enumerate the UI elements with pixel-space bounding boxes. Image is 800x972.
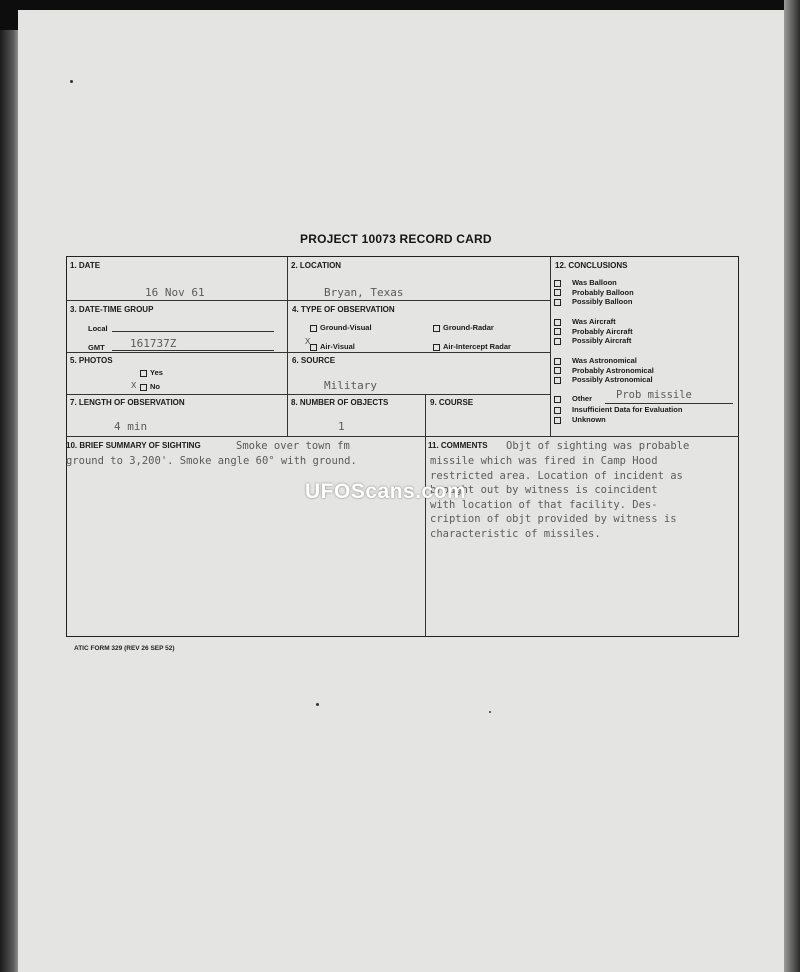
checkbox[interactable]	[554, 407, 561, 414]
checkbox[interactable]	[554, 319, 561, 326]
conclusion-item: Possibly Balloon	[554, 297, 632, 307]
photos-yes-option: Yes	[140, 368, 163, 377]
checkbox[interactable]	[554, 417, 561, 424]
comments-line-1: Objt of sighting was probable	[506, 440, 690, 452]
conclusion-item: Possibly Aircraft	[554, 336, 631, 346]
conclusion-item: Was Aircraft	[554, 317, 616, 327]
date-label: 1. DATE	[70, 261, 101, 270]
objects-value: 1	[338, 420, 345, 433]
speck	[316, 703, 319, 706]
comments-line: with location of that facility. Des-	[430, 498, 658, 511]
comments-line: characteristic of missiles.	[430, 527, 601, 540]
divider	[67, 352, 550, 353]
divider	[67, 300, 550, 301]
checkbox[interactable]	[554, 328, 561, 335]
divider	[425, 395, 426, 637]
checkbox[interactable]	[554, 289, 561, 296]
objects-label: 8. NUMBER OF OBJECTS	[291, 398, 389, 407]
checkbox[interactable]	[140, 370, 147, 377]
air-intercept-option: Air-Intercept Radar	[433, 342, 511, 351]
form-footer: ATIC FORM 329 (REV 26 SEP 52)	[74, 645, 175, 652]
speck	[70, 80, 73, 83]
divider	[67, 436, 739, 437]
checkbox[interactable]	[554, 358, 561, 365]
dtg-label: 3. DATE-TIME GROUP	[70, 305, 154, 314]
gmt-label: GMT	[88, 343, 105, 352]
course-label: 9. COURSE	[430, 398, 474, 407]
card-title: PROJECT 10073 RECORD CARD	[300, 232, 492, 246]
checkbox[interactable]	[433, 325, 440, 332]
summary-label: 10. BRIEF SUMMARY OF SIGHTING	[66, 441, 201, 450]
comments-line: missile which was fired in Camp Hood	[430, 455, 658, 467]
other-value: Prob missile	[616, 389, 692, 401]
conclusion-item: Was Balloon	[554, 278, 617, 288]
photos-no-option: No	[140, 382, 160, 391]
location-value: Bryan, Texas	[324, 286, 404, 299]
comments-line: restricted area. Location of incident as	[430, 469, 683, 482]
checkbox[interactable]	[554, 299, 561, 306]
air-visual-option: Air-Visual	[310, 342, 355, 351]
conclusion-item: Probably Aircraft	[554, 327, 633, 337]
film-edge-right	[784, 0, 800, 972]
comments-body	[430, 454, 683, 541]
checkbox[interactable]	[554, 280, 561, 287]
checkbox[interactable]	[310, 325, 317, 332]
conclusion-item: Probably Astronomical	[554, 366, 654, 376]
watermark: UFOScans.com	[305, 480, 467, 503]
conclusion-item: Possibly Astronomical	[554, 375, 653, 385]
divider	[287, 257, 288, 437]
divider	[67, 394, 550, 395]
conclusion-item: Was Astronomical	[554, 356, 637, 366]
other-line	[605, 403, 733, 404]
source-value: Military	[324, 379, 377, 392]
summary-line-1: Smoke over town fm	[236, 440, 350, 452]
checkbox[interactable]	[433, 344, 440, 351]
conclusion-other: Other	[554, 394, 592, 404]
gmt-value: 161737Z	[130, 337, 177, 350]
comments-line: cription of objt provided by witness is	[430, 513, 677, 525]
air-visual-check-mark: X	[305, 337, 311, 346]
ground-visual-option: Ground-Visual	[310, 323, 372, 332]
checkbox[interactable]	[554, 338, 561, 345]
conclusion-item: Insufficient Data for Evaluation	[554, 405, 682, 415]
location-label: 2. LOCATION	[291, 261, 342, 270]
date-value: 16 Nov 61	[145, 286, 205, 299]
local-line	[112, 331, 274, 332]
checkbox[interactable]	[554, 377, 561, 384]
conclusion-item: Probably Balloon	[554, 288, 634, 298]
local-label: Local	[88, 324, 108, 333]
checkbox[interactable]	[140, 384, 147, 391]
length-value: 4 min	[114, 420, 148, 433]
conclusion-item: Unknown	[554, 415, 606, 425]
gmt-line	[112, 350, 274, 351]
speck	[489, 711, 491, 713]
ground-radar-option: Ground-Radar	[433, 323, 494, 332]
type-label: 4. TYPE OF OBSERVATION	[292, 305, 395, 314]
conclusions-label: 12. CONCLUSIONS	[555, 261, 628, 270]
photos-label: 5. PHOTOS	[70, 356, 113, 365]
checkbox[interactable]	[310, 344, 317, 351]
summary-line-2: ground to 3,200'. Smoke angle 60° with ground.	[66, 455, 357, 467]
checkbox[interactable]	[554, 367, 561, 374]
source-label: 6. SOURCE	[292, 356, 336, 365]
divider	[550, 257, 551, 437]
length-label: 7. LENGTH OF OBSERVATION	[70, 398, 185, 407]
comments-label: 11. COMMENTS	[428, 441, 488, 450]
comments-line: brought out by witness is coincident	[430, 484, 658, 496]
checkbox[interactable]	[554, 396, 561, 403]
photos-no-check-mark: X	[131, 381, 137, 390]
